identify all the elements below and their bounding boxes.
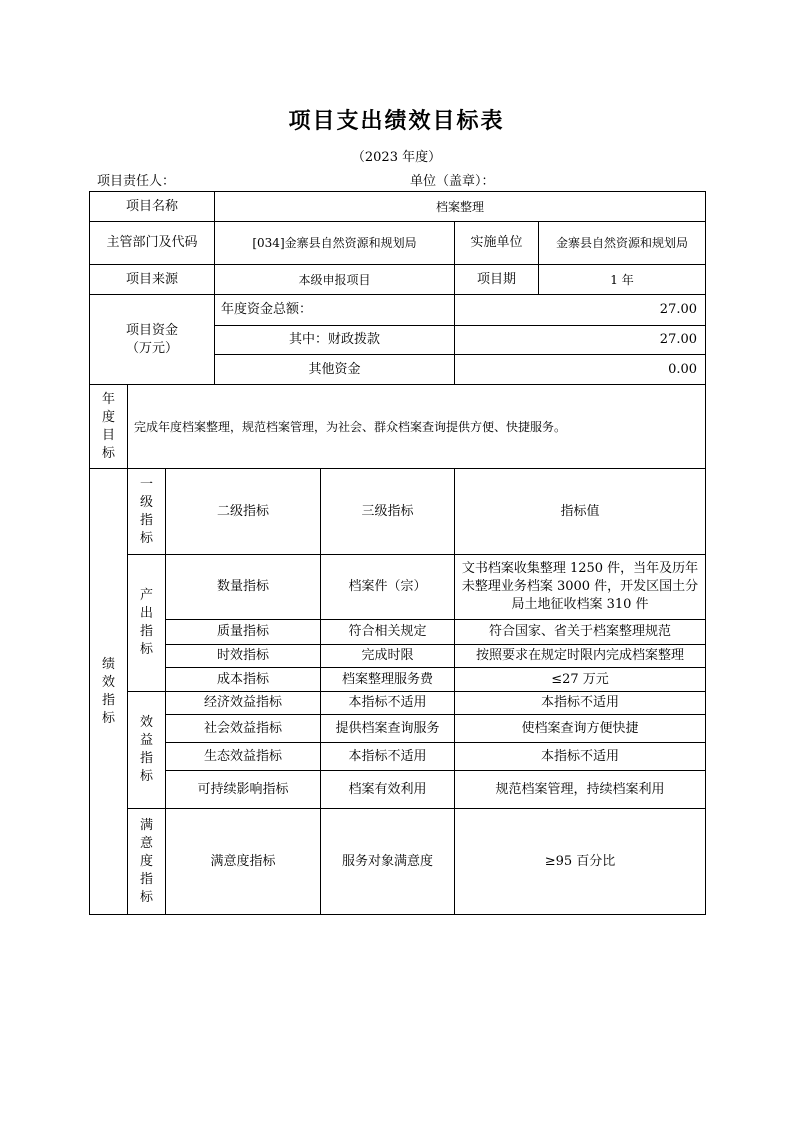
level1-header <box>128 469 166 555</box>
table-row-value: ≥95 百分比 <box>455 809 706 915</box>
level1-char: 指 <box>139 512 153 528</box>
table-row-l2: 社会效益指标 <box>166 715 321 743</box>
annual-goal-text: 完成年度档案整理，规范档案管理，为社会、群众档案查询提供方便、快捷服务。 <box>128 385 706 469</box>
table-row-l2: 满意度指标 <box>166 809 321 915</box>
table-row-l2: 时效指标 <box>166 645 321 668</box>
table-row-l3: 符合相关规定 <box>321 620 455 645</box>
table-row-l3: 服务对象满意度 <box>321 809 455 915</box>
page-title: 项目支出绩效目标表 <box>288 108 505 134</box>
funds-fiscal-value: 27.00 <box>455 326 706 355</box>
benefit-char: 益 <box>139 733 153 748</box>
satisfaction-char: 意 <box>139 835 153 851</box>
period-label: 项目期 <box>455 265 539 295</box>
benefit-char: 标 <box>139 769 153 784</box>
source-value: 本级申报项目 <box>215 265 455 295</box>
funds-label <box>90 295 215 385</box>
funds-other-value: 0.00 <box>455 355 706 385</box>
level2-header: 二级指标 <box>166 469 321 555</box>
table-row-value: ≤27 万元 <box>455 668 706 692</box>
side-char: 绩 <box>101 656 115 672</box>
goal-char: 度 <box>101 409 115 425</box>
output-indicators-label <box>128 555 166 692</box>
output-char: 出 <box>139 606 153 621</box>
impl-unit-value: 金寨县自然资源和规划局 <box>539 222 706 265</box>
project-name-value: 档案整理 <box>215 192 706 222</box>
table-row-l2: 数量指标 <box>166 555 321 620</box>
funds-label-line1: 项目资金 <box>125 322 178 338</box>
table-row-l3: 档案有效利用 <box>321 771 455 809</box>
satisfaction-char: 指 <box>139 871 153 887</box>
fiscal-year: （2023 年度） <box>351 150 442 165</box>
side-char: 效 <box>101 674 115 690</box>
dept-label: 主管部门及代码 <box>90 222 215 265</box>
value-header: 指标值 <box>455 469 706 555</box>
satisfaction-char: 度 <box>139 853 153 869</box>
goal-char: 标 <box>101 445 115 461</box>
table-row-l3: 档案整理服务费 <box>321 668 455 692</box>
table-row-l3: 档案件（宗） <box>321 555 455 620</box>
project-name-label: 项目名称 <box>90 192 215 222</box>
satisfaction-indicators-label <box>128 809 166 915</box>
level1-char: 标 <box>139 530 153 546</box>
level1-char: 级 <box>139 494 153 510</box>
output-char: 指 <box>139 624 153 639</box>
level1-char: 一 <box>139 476 153 492</box>
funds-total-label: 年度资金总额： <box>215 295 455 326</box>
funds-total-value: 27.00 <box>455 295 706 326</box>
output-char: 标 <box>139 642 153 657</box>
funds-other-label: 其他资金 <box>215 355 455 385</box>
dept-value: [034]金寨县自然资源和规划局 <box>215 222 455 265</box>
satisfaction-char: 满 <box>139 817 153 833</box>
table-row-value: 符合国家、省关于档案整理规范 <box>455 620 706 645</box>
source-label: 项目来源 <box>90 265 215 295</box>
table-row-l3: 本指标不适用 <box>321 743 455 771</box>
side-char: 标 <box>101 710 115 726</box>
funds-label-line2: （万元） <box>125 340 178 356</box>
table-row-l3: 提供档案查询服务 <box>321 715 455 743</box>
table-row-l2: 生态效益指标 <box>166 743 321 771</box>
benefit-char: 指 <box>139 751 153 766</box>
table-row-l2: 成本指标 <box>166 668 321 692</box>
table-row-value: 规范档案管理，持续档案利用 <box>455 771 706 809</box>
period-value: 1 年 <box>539 265 706 295</box>
table-row-l2: 可持续影响指标 <box>166 771 321 809</box>
satisfaction-char: 标 <box>139 889 153 905</box>
goal-char: 年 <box>101 391 115 407</box>
table-row-value: 使档案查询方便快捷 <box>455 715 706 743</box>
performance-indicators-label <box>90 469 128 915</box>
annual-goal-label <box>90 385 128 469</box>
table-row-value: 本指标不适用 <box>455 692 706 715</box>
benefit-indicators-label <box>128 692 166 809</box>
benefit-char: 效 <box>139 715 153 730</box>
table-row-l3: 完成时限 <box>321 645 455 668</box>
output-char: 产 <box>139 588 153 603</box>
table-row-l2: 质量指标 <box>166 620 321 645</box>
performance-table <box>89 191 706 915</box>
level3-header: 三级指标 <box>321 469 455 555</box>
table-row-l2: 经济效益指标 <box>166 692 321 715</box>
table-row-value: 按照要求在规定时限内完成档案整理 <box>455 645 706 668</box>
impl-unit-label: 实施单位 <box>455 222 539 265</box>
table-row-value: 本指标不适用 <box>455 743 706 771</box>
goal-char: 目 <box>101 427 115 443</box>
unit-seal-label: 单位（盖章）： <box>410 174 495 189</box>
table-row-l3: 本指标不适用 <box>321 692 455 715</box>
side-char: 指 <box>101 692 115 708</box>
funds-fiscal-label: 其中：财政拨款 <box>215 326 455 355</box>
table-row-value: 文书档案收集整理 1250 件，当年及历年未整理业务档案 3000 件，开发区国土分局土地征收档案 310 件 <box>455 555 706 620</box>
responsible-person-label: 项目责任人： <box>97 174 176 189</box>
